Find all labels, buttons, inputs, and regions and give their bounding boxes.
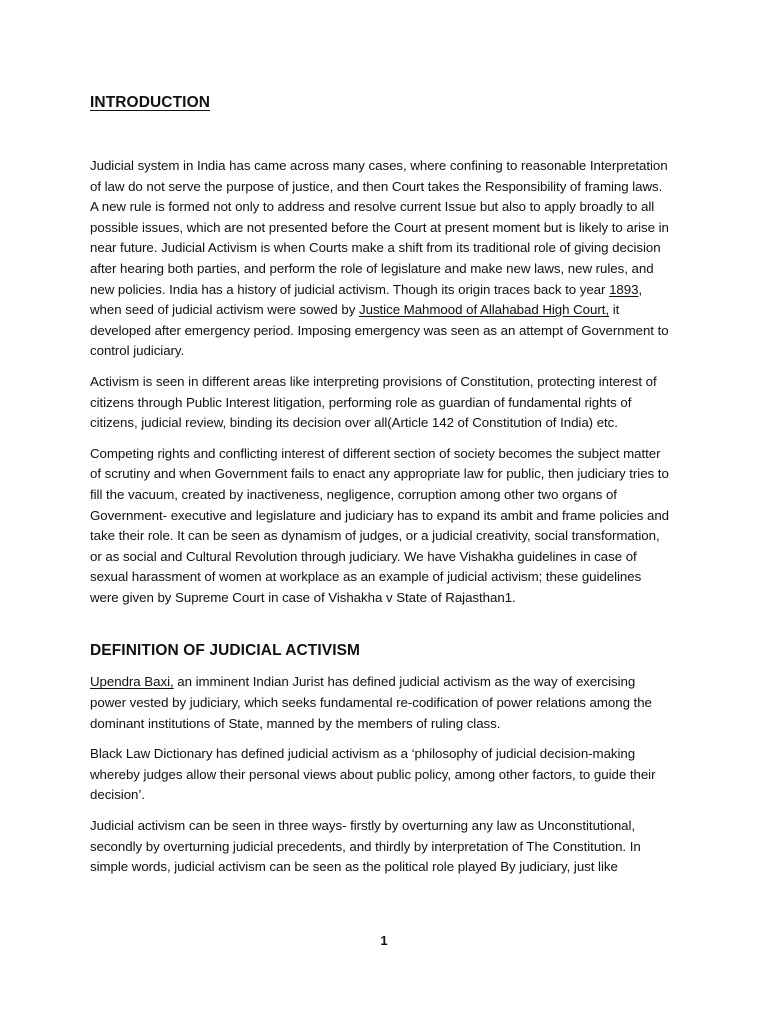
intro-p1-text-a: Judicial system in India has came across many cases, where confining to reasonable Interpretation of law do not serve the purpose of justice, and then Court takes the Responsibility of framing laws. A new rule is formed not only to address and resolve current Issue but also to apply broadly to all possible issues, which are not presented before the Court at present moment but is likely to arise in near future. Judicial Activism is when Courts make a shift from its traditional role of giving decision after hearing both parties, and perform the role of legislature and make new laws, new rules, and new policies. India has a history of judicial activism. Though its origin traces back to year xyxy=(90,158,669,297)
definition-paragraph-2: Black Law Dictionary has defined judicial activism as a ‘philosophy of judicial decision-making whereby judges allow their personal views about public policy, among other factors, to guide their decision’. xyxy=(90,746,656,803)
justice-mahmood-link[interactable]: Justice Mahmood of Allahabad High Court, xyxy=(359,302,610,318)
document-body xyxy=(90,92,672,888)
definition-paragraph-3: Judicial activism can be seen in three ways- firstly by overturning any law as Unconstitutional, secondly by overturning judicial precedents, and thirdly by interpretation of The Constitution. In simple words, judicial activism can be seen as the political role played By judiciary, just like xyxy=(90,818,641,875)
intro-paragraph-3: Competing rights and conflicting interest of different section of society becomes the subject matter of scrutiny and when Government fails to enact any appropriate law for public, then judiciary tries to fill the vacuum, created by inactiveness, negligence, corruption among other two organs of Government- executive and legislature and judiciary has to expand its ambit and frame policies and take their role. It can be seen as dynamism of judges, or a judicial creativity, social transformation, or as social and Cultural Revolution through judiciary. We have Vishakha guidelines in case of sexual harassment of women at workplace as an example of judicial activism; these guidelines were given by Supreme Court in case of Vishakha v State of Rajasthan1. xyxy=(90,445,670,605)
upendra-baxi-link[interactable]: Upendra Baxi, xyxy=(90,674,174,690)
intro-paragraph-2: Activism is seen in different areas like interpreting provisions of Constitution, protecting interest of citizens through Public Interest litigation, performing role as guardian of fundamental rights of citizens, judicial review, binding its decision over all(Article 142 of Constitution of India) etc. xyxy=(90,373,657,431)
introduction-heading: INTRODUCTION xyxy=(90,94,211,111)
intro-p1-text-b: , when seed of judicial activism were sowed by xyxy=(90,281,643,318)
definition-heading: DEFINITION OF JUDICIAL ACTIVISM xyxy=(90,642,361,660)
definition-p1-text: an imminent Indian Jurist has defined judicial activism as the way of exercising power vested by judiciary, which seeks fundamental re-codification of power relations among the dominant institutions of State, manned by the members of ruling class. xyxy=(90,674,652,731)
intro-paragraph-1 xyxy=(90,156,672,362)
definition-paragraph-1 xyxy=(90,672,672,734)
page-number: 1 xyxy=(380,933,388,948)
year-link[interactable]: 1893 xyxy=(609,281,639,297)
intro-p1-text-c: it developed after emergency period. Imposing emergency was seen as an attempt of Government to control judiciary. xyxy=(90,302,669,359)
